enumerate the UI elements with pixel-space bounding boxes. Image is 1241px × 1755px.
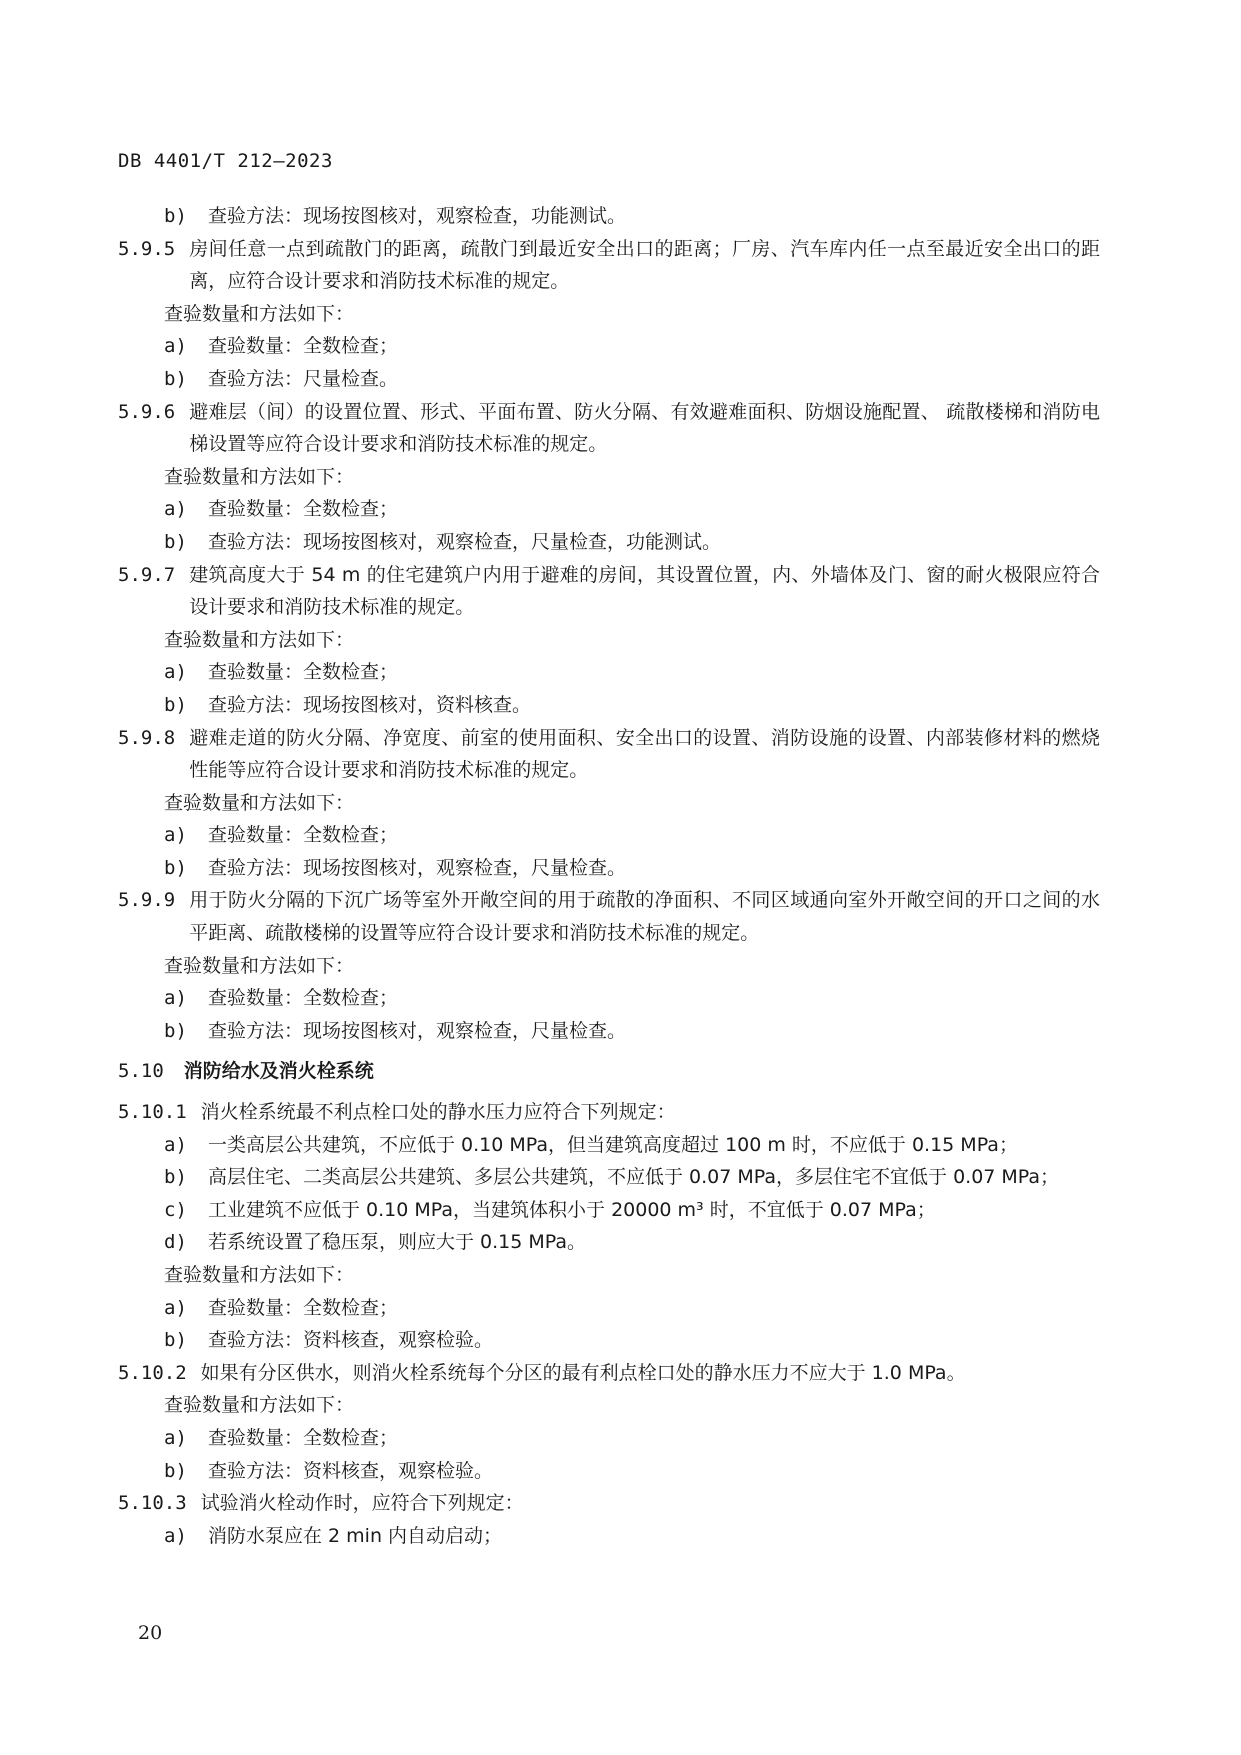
- list-item: [118, 1129, 1100, 1162]
- item-text: 查验方法：现场按图核对，观察检查，尺量检查。: [208, 1019, 627, 1042]
- clause-number: 5.9.9: [118, 889, 176, 912]
- list-item: [118, 526, 1100, 559]
- standard-code-header: DB 4401/T 212—2023: [118, 150, 333, 172]
- item-marker: b): [164, 856, 187, 879]
- paragraph-text: 查验数量和方法如下：: [164, 1394, 355, 1417]
- list-item: [118, 982, 1100, 1015]
- item-marker: a): [164, 987, 187, 1010]
- item-marker: a): [164, 1426, 187, 1449]
- item-text: 查验数量：全数检查；: [208, 335, 399, 358]
- clause: [118, 233, 1100, 298]
- item-marker: b): [164, 693, 187, 716]
- item-marker: a): [164, 498, 187, 521]
- paragraph-text: 查验数量和方法如下：: [164, 465, 355, 488]
- item-marker: a): [164, 1524, 187, 1547]
- list-item: [118, 1161, 1100, 1194]
- list-item: [118, 656, 1100, 689]
- list-item: [118, 689, 1100, 722]
- clause-text: 建筑高度大于 54 m 的住宅建筑户内用于避难的房间，其设置位置，内、外墙体及门、窗的耐火极限应符合设计要求和消防技术标准的规定。: [189, 563, 1100, 619]
- section-heading: [118, 1055, 1100, 1088]
- paragraph-text: 查验数量和方法如下：: [164, 302, 355, 325]
- item-text: 查验数量：全数检查；: [208, 661, 399, 684]
- page-number: 20: [138, 1622, 163, 1644]
- item-marker: b): [164, 1019, 187, 1042]
- item-text: 工业建筑不应低于 0.10 MPa，当建筑体积小于 20000 m³ 时，不宜低于 0.07 MPa；: [208, 1198, 936, 1221]
- clause: [118, 884, 1100, 949]
- list-item: [118, 1194, 1100, 1227]
- clause-number: 5.10.3: [118, 1492, 187, 1515]
- clause-number: 5.9.6: [118, 400, 176, 423]
- clause-text: 避难走道的防火分隔、净宽度、前室的使用面积、安全出口的设置、消防设施的设置、内部装修材料的燃烧性能等应符合设计要求和消防技术标准的规定。: [189, 726, 1100, 782]
- item-text: 查验方法：现场按图核对，观察检查，功能测试。: [208, 205, 627, 227]
- item-marker: b): [164, 530, 187, 553]
- paragraph-text: 查验数量和方法如下：: [164, 791, 355, 814]
- item-marker: a): [164, 1296, 187, 1319]
- list-item: [118, 1455, 1100, 1488]
- paragraph-text: 查验数量和方法如下：: [164, 628, 355, 651]
- item-text: 查验方法：资料核查，观察检验。: [208, 1329, 494, 1352]
- item-marker: a): [164, 661, 187, 684]
- section-title: 消防给水及消火栓系统: [183, 1060, 374, 1083]
- list-item: [118, 1292, 1100, 1325]
- clause-text: 避难层（间）的设置位置、形式、平面布置、防火分隔、有效避难面积、防烟设施配置、 疏散楼梯和消防电梯设置等应符合设计要求和消防技术标准的规定。: [189, 400, 1100, 456]
- list-item: [118, 363, 1100, 396]
- clause: [118, 722, 1100, 787]
- clause-text: 用于防火分隔的下沉广场等室外开敞空间的用于疏散的净面积、不同区域通向室外开敞空间的开口之间的水平距离、疏散楼梯的设置等应符合设计要求和消防技术标准的规定。: [189, 889, 1100, 945]
- item-text: 一类高层公共建筑，不应低于 0.10 MPa，但当建筑高度超过 100 m 时，不应低于 0.15 MPa；: [208, 1133, 1018, 1156]
- clause-number: 5.9.7: [118, 563, 176, 586]
- paragraph-text: 查验数量和方法如下：: [164, 954, 355, 977]
- clause-number: 5.10.1: [118, 1101, 187, 1124]
- clause-number: 5.9.5: [118, 237, 176, 260]
- list-item: [118, 200, 1100, 233]
- item-text: 查验方法：现场按图核对，观察检查，尺量检查。: [208, 856, 627, 879]
- list-item: [118, 1226, 1100, 1259]
- item-text: 消防水泵应在 2 min 内自动启动；: [208, 1524, 503, 1547]
- item-marker: b): [164, 205, 187, 227]
- item-text: 查验数量：全数检查；: [208, 987, 399, 1010]
- list-item: [118, 819, 1100, 852]
- list-item: [118, 1324, 1100, 1357]
- clause-number: 5.10.2: [118, 1361, 187, 1384]
- clause-text: 如果有分区供水，则消火栓系统每个分区的最有利点栓口处的静水压力不应大于 1.0 MPa。: [200, 1361, 966, 1384]
- paragraph-text: 查验数量和方法如下：: [164, 1264, 355, 1286]
- item-text: 查验方法：现场按图核对，资料核查。: [208, 693, 532, 716]
- clause: [118, 559, 1100, 624]
- item-text: 查验数量：全数检查；: [208, 1426, 399, 1449]
- item-text: 查验方法：资料核查，观察检验。: [208, 1459, 494, 1482]
- list-item: [118, 1520, 1100, 1553]
- clause-text: 房间任意一点到疏散门的距离，疏散门到最近安全出口的距离；厂房、汽车库内任一点至最近安全出口的距离，应符合设计要求和消防技术标准的规定。: [189, 237, 1100, 293]
- clause-number: 5.9.8: [118, 726, 176, 749]
- clause: [118, 396, 1100, 461]
- clause: [118, 1487, 1100, 1520]
- clause-text: 消火栓系统最不利点栓口处的静水压力应符合下列规定：: [200, 1101, 676, 1124]
- item-marker: d): [164, 1231, 187, 1254]
- list-item: [118, 330, 1100, 363]
- document-body: [118, 200, 1100, 1552]
- item-text: 查验数量：全数检查；: [208, 824, 399, 847]
- list-item: [118, 852, 1100, 885]
- item-text: 高层住宅、二类高层公共建筑、多层公共建筑，不应低于 0.07 MPa，多层住宅不宜低于 0.07 MPa；: [208, 1166, 1060, 1189]
- item-marker: c): [164, 1198, 187, 1221]
- list-item: [118, 1015, 1100, 1048]
- clause-text: 试验消火栓动作时，应符合下列规定：: [200, 1492, 524, 1515]
- section-number: 5.10: [118, 1060, 164, 1083]
- item-text: 查验数量：全数检查；: [208, 498, 399, 521]
- item-marker: b): [164, 1166, 187, 1189]
- item-text: 查验方法：尺量检查。: [208, 367, 399, 390]
- clause: [118, 1357, 1100, 1390]
- item-marker: a): [164, 824, 187, 847]
- item-text: 查验方法：现场按图核对，观察检查，尺量检查，功能测试。: [208, 530, 722, 553]
- list-item: [118, 493, 1100, 526]
- item-marker: a): [164, 1133, 187, 1156]
- item-marker: b): [164, 1459, 187, 1482]
- list-item: [118, 1422, 1100, 1455]
- clause: [118, 1096, 1100, 1129]
- item-marker: a): [164, 335, 187, 358]
- item-marker: b): [164, 367, 187, 390]
- item-marker: b): [164, 1329, 187, 1352]
- item-text: 若系统设置了稳压泵，则应大于 0.15 MPa。: [208, 1231, 587, 1254]
- item-text: 查验数量：全数检查；: [208, 1296, 399, 1319]
